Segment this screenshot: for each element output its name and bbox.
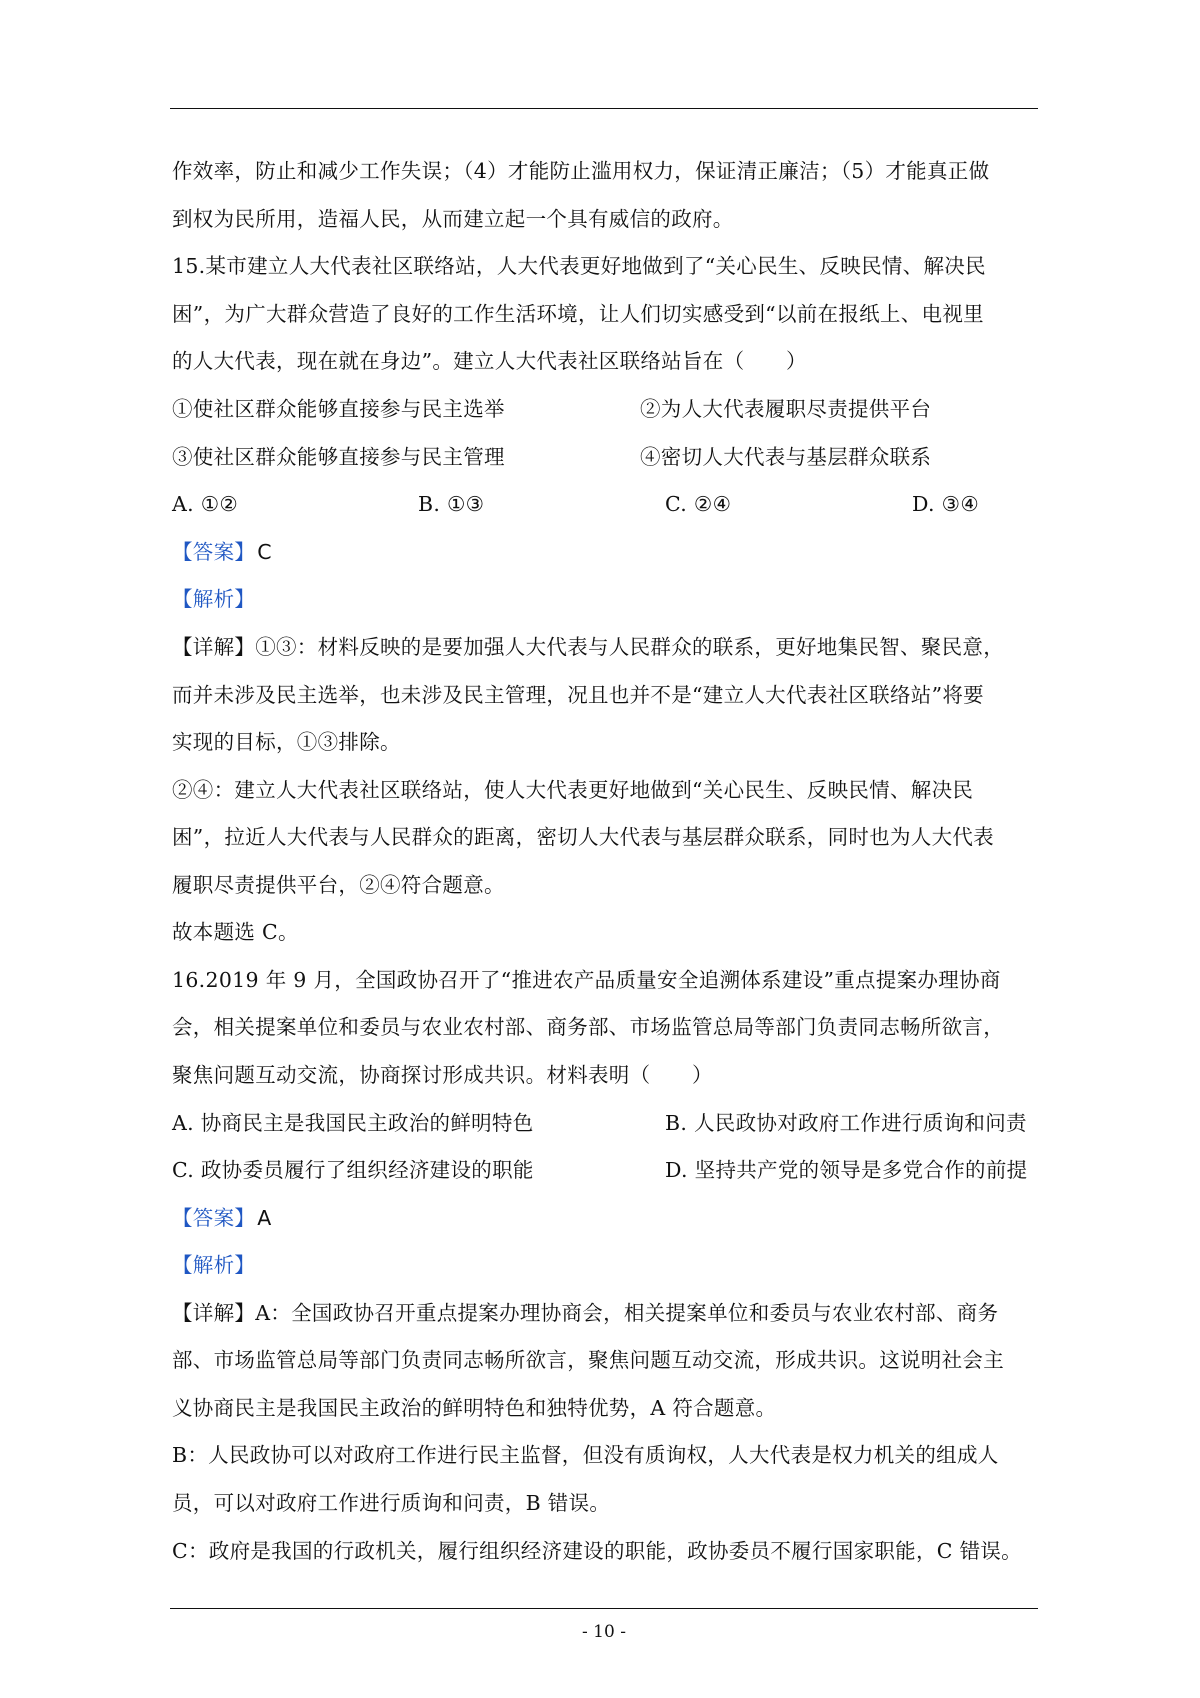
q16-detail-line: 部、市场监管总局等部门负责同志畅所欲言，聚焦问题互动交流，形成共识。这说明社会主 [172,1348,1004,1372]
q15-stem-line: 的人大代表，现在就在身边”。建立人大代表社区联络站旨在（ ） [172,349,807,373]
q16-detail-line: B：人民政协可以对政府工作进行民主监督，但没有质询权，人大代表是权力机关的组成人 [172,1443,999,1467]
q15-stem-line: 困”，为广大群众营造了良好的工作生活环境，让人们切实感受到“以前在报纸上、电视里 [172,302,984,326]
q15-stem-line: 15.某市建立人大代表社区联络站，人大代表更好地做到了“关心民生、反映民情、解决民 [172,254,986,278]
q16-detail-line: C：政府是我国的行政机关，履行组织经济建设的职能，政协委员不履行国家职能，C 错误。 [172,1539,1022,1563]
q16-option: B. 人民政协对政府工作进行质询和问责 [665,1111,1027,1135]
q16-stem-line: 会，相关提案单位和委员与农业农村部、商务部、市场监管总局等部门负责同志畅所欲言， [172,1015,1004,1039]
q16-option: C. 政协委员履行了组织经济建设的职能 [172,1158,534,1182]
q15-detail-line: 困”，拉近人大代表与人民群众的距离，密切人大代表与基层群众联系，同时也为人大代表 [172,825,994,849]
q16-stem-line: 聚焦问题互动交流，协商探讨形成共识。材料表明（ ） [172,1063,713,1087]
q15-item: ①使社区群众能够直接参与民主选举 [172,397,505,421]
q15-option: D. ③④ [912,492,979,516]
analysis-tag: 【解析】 [172,1253,256,1277]
header-rule [170,108,1038,109]
q15-item: ④密切人大代表与基层群众联系 [640,445,932,469]
answer-value: A [257,1206,272,1230]
q15-detail-line: 实现的目标，①③排除。 [172,730,401,754]
q15-option: B. ①③ [418,492,485,516]
intro-line: 作效率，防止和减少工作失误；（4）才能防止滥用权力，保证清正廉洁；（5）才能真正做 [172,159,990,183]
q15-item: ③使社区群众能够直接参与民主管理 [172,445,505,469]
answer-tag: 【答案】 [172,540,256,564]
intro-line: 到权为民所用，造福人民，从而建立起一个具有威信的政府。 [172,207,734,231]
q15-detail-line: ②④：建立人大代表社区联络站，使人大代表更好地做到“关心民生、反映民情、解决民 [172,778,974,802]
answer-value: C [257,540,272,564]
q15-detail-line: 而并未涉及民主选举，也未涉及民主管理，况且也并不是“建立人大代表社区联络站”将要 [172,683,984,707]
q15-detail-line: 履职尽责提供平台，②④符合题意。 [172,873,505,897]
q16-detail-line: 义协商民主是我国民主政治的鲜明特色和独特优势，A 符合题意。 [172,1396,777,1420]
q16-option: D. 坚持共产党的领导是多党合作的前提 [665,1158,1028,1182]
q15-item: ②为人大代表履职尽责提供平台 [640,397,932,421]
footer-rule [170,1608,1038,1609]
q16-option: A. 协商民主是我国民主政治的鲜明特色 [172,1111,534,1135]
q15-option: C. ②④ [665,492,732,516]
q15-conclusion: 故本题选 C。 [172,920,299,944]
q16-answer-row [172,1204,1052,1232]
q15-answer-row [172,538,1052,566]
analysis-tag: 【解析】 [172,587,256,611]
q15-analysis-tag [172,585,1052,613]
q16-detail-line: 【详解】A：全国政协召开重点提案办理协商会，相关提案单位和委员与农业农村部、商务 [172,1301,999,1325]
q16-stem-line: 16.2019 年 9 月，全国政协召开了“推进农产品质量安全追溯体系建设”重点提案办理协商 [172,968,1001,992]
q15-detail-line: 【详解】①③：材料反映的是要加强人大代表与人民群众的联系，更好地集民智、聚民意， [172,635,1004,659]
page-number: - 10 - [582,1622,626,1642]
answer-tag: 【答案】 [172,1206,256,1230]
q16-analysis-tag [172,1251,1052,1279]
q15-option: A. ①② [172,492,239,516]
q16-detail-line: 员，可以对政府工作进行质询和问责，B 错误。 [172,1491,611,1515]
